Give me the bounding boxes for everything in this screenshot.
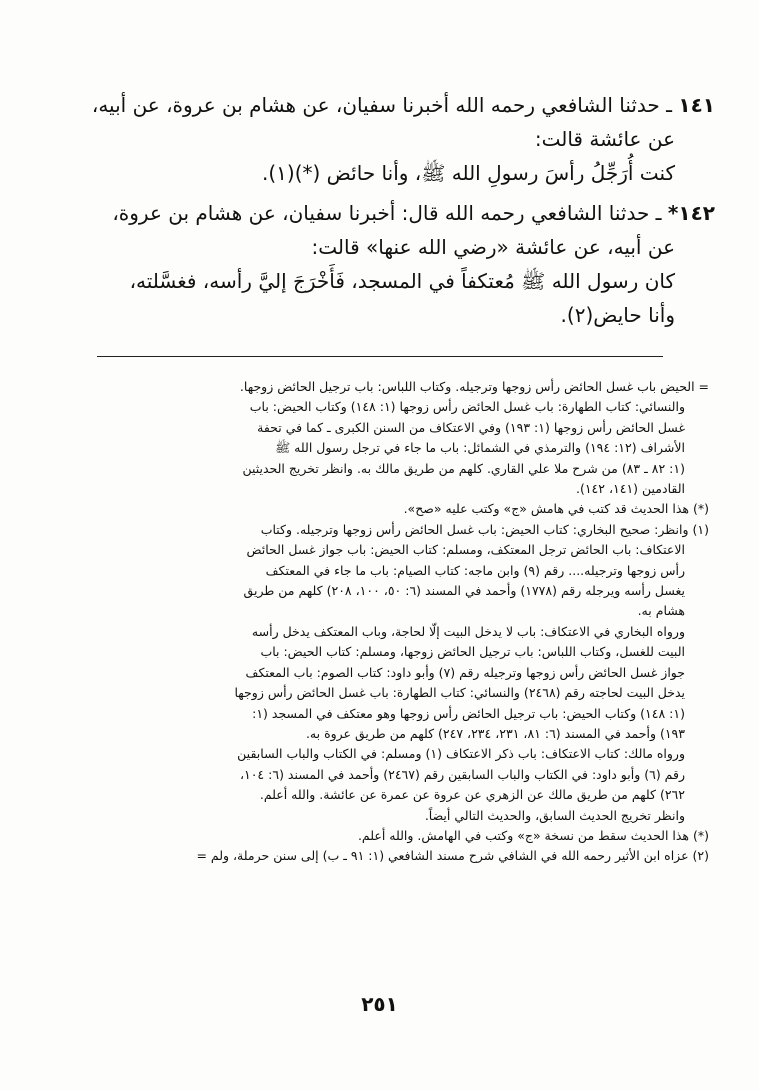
hadith-142-line-2: عن أبيه، عن عائشة «رضي الله عنها» قالت: bbox=[311, 235, 675, 259]
footnote-line: يدخل البيت لحاجته رقم (٢٤٦٨) والنسائي: كتاب الطهارة: باب غسل الحائض رأس زوجها bbox=[234, 685, 685, 701]
footnote-line: (*) هذا الحديث قد كتب في هامش «ج» وكتب عليه «صح». bbox=[403, 501, 709, 517]
hadith-number: ١٤١ bbox=[678, 93, 715, 117]
footnote-line: (١: ٨٢ ـ ٨٣) من شرح ملا علي القاري. كلهم من طريق مالك به. وانظر تخريج الحديثين bbox=[242, 460, 685, 476]
footnote-line: القادمين (١٤١، ١٤٢). bbox=[575, 481, 685, 497]
footnote-line: ١٩٣) وأحمد في المسند (٦: ٨١، ٢٣١، ٢٣٤، ٢٤٧) كلهم من طريق عروة به. bbox=[305, 725, 685, 741]
footnote-line: غسل الحائض رأس زوجها (١: ١٩٣) وفي الاعتكاف من السنن الكبرى ـ كما في تحفة bbox=[257, 419, 685, 435]
hadith-number: ١٤٢* bbox=[667, 201, 715, 225]
footnote-line: رأس زوجها وترجيله.... رقم (٩) وابن ماجه: كتاب الصيام: باب ما جاء في المعتكف bbox=[265, 562, 685, 578]
footnote-line: (٢) عزاه ابن الأثير رحمه الله في الشافي شرح مسند الشافعي (١: ٩١ ـ ب) إلى سنن حرملة، ولم = bbox=[196, 848, 709, 864]
hadith-142-line-3: كان رسول الله ﷺ مُعتكفاً في المسجد، فَأَخْرَجَ إليَّ رأسه، فغسَّلته، bbox=[129, 269, 675, 293]
footnote-separator bbox=[97, 356, 663, 357]
hadith-141-line-3: كنت أُرَجِّلُ رأسَ رسولِ الله ﷺ، وأنا حائض (*)(١). bbox=[261, 161, 675, 185]
footnote-line: (١: ١٤٨) وكتاب الحيض: باب ترجيل الحائض رأس زوجها وهو معتكف في المسجد (١: bbox=[252, 705, 685, 721]
footnotes bbox=[40, 377, 709, 867]
footnote-line: الأشراف (١٢: ١٩٤) والترمذي في الشمائل: باب ما جاء في ترجل رسول الله ﷺ bbox=[275, 440, 685, 456]
footnote-line: وانظر تخريج الحديث السابق، والحديث التالي أيضاً. bbox=[424, 807, 685, 823]
footnote-line: والنسائي: كتاب الطهارة: باب غسل الحائض رأس زوجها (١: ١٤٨) وكتاب الحيض: باب bbox=[249, 399, 685, 415]
footnote-line: رقم (٦) وأبو داود: في الكتاب والباب السابقين رقم (٢٤٦٧) وأحمد في المسند (٦: ١٠٤، bbox=[239, 766, 685, 782]
footnote-line: هشام به. bbox=[637, 603, 685, 619]
footnote-line: جواز غسل الحائض رأس زوجها وترجيله رقم (٧) وأبو داود: كتاب الصوم: باب المعتكف bbox=[245, 664, 685, 680]
hadith-text bbox=[44, 88, 715, 332]
footnote-line: الاعتكاف: باب الحائض ترجل المعتكف، ومسلم: كتاب الحيض: باب جواز غسل الحائض bbox=[246, 542, 685, 558]
footnote-line: ورواه البخاري في الاعتكاف: باب لا يدخل البيت إلّا لحاجة، وباب المعتكف يدخل رأسه bbox=[251, 623, 685, 639]
footnote-line: يغسل رأسه ويرجله رقم (١٧٧٨) وأحمد في المسند (٦: ٥٠، ١٠٠، ٢٠٨) كلهم من طريق bbox=[243, 583, 685, 599]
footnote-line: ورواه مالك: كتاب الاعتكاف: باب ذكر الاعتكاف (١) ومسلم: في الكتاب والباب السابقين bbox=[237, 746, 685, 762]
footnote-line: = الحيض باب غسل الحائض رأس زوجها وترجيله. وكتاب اللباس: باب ترجيل الحائض زوجها. bbox=[239, 379, 709, 394]
footnote-line: (١) وانظر: صحيح البخاري: كتاب الحيض: باب غسل الحائض رأس زوجها وترجيله. وكتاب bbox=[260, 521, 709, 537]
page-number: ٢٥١ bbox=[361, 992, 398, 1016]
hadith-141-line-1: ١٤١ ـ حدثنا الشافعي رحمه الله أخبرنا سفيان، عن هشام بن عروة، عن أبيه، bbox=[91, 93, 715, 117]
hadith-142-line-4: وأنا حايض(٢). bbox=[560, 303, 675, 327]
footnote-line: ٢٦٢) كلهم من طريق مالك عن الزهري عن عروة عن عمرة عن عائشة. والله أعلم. bbox=[259, 787, 685, 803]
hadith-141-line-2: عن عائشة قالت: bbox=[534, 127, 675, 151]
hadith-142-line-1: ١٤٢* ـ حدثنا الشافعي رحمه الله قال: أخبرنا سفيان، عن هشام بن عروة، bbox=[112, 201, 715, 225]
footnote-line: (*) هذا الحديث سقط من نسخة «ج» وكتب في الهامش. والله أعلم. bbox=[357, 827, 709, 843]
footnote-line: البيت للغسل، وكتاب اللباس: باب ترجيل الحائض زوجها، ومسلم: كتاب الحيض: باب bbox=[260, 644, 685, 660]
